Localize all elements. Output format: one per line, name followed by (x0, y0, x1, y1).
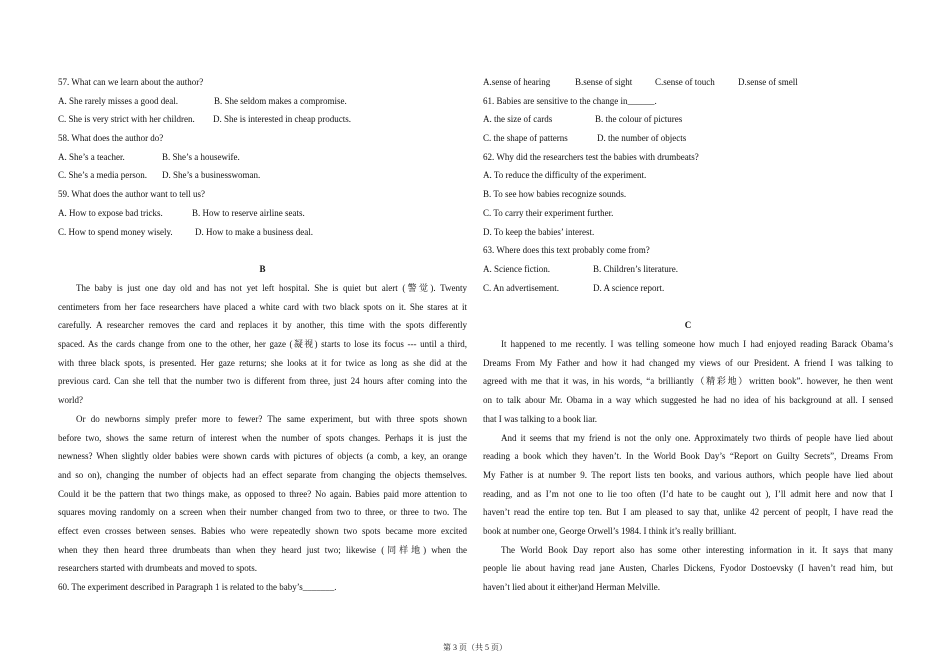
q58-option-c: C. She’s a media person. (58, 170, 147, 180)
q63-options-row-2 (483, 282, 664, 294)
q60-option-b: B.sense of sight (575, 77, 633, 87)
passage-c-line: reading, and as I’m not one to lie too often (I’d hate to be caught out ), I’ll admit here and now that I (483, 489, 893, 499)
q57-stem: 57. What can we learn about the author? (58, 77, 204, 87)
passage-b-line: with three black spots, is presented. Her gaze returns; she looks at it for twice as long as she did at the (58, 358, 467, 368)
passage-c-line: on to talk abour Mr. Obama in a way which suggested he had no idea of his background at all. I sensed (483, 395, 893, 405)
q62-stem: 62. Why did the researchers test the babies with drumbeats? (483, 152, 699, 162)
q57-option-b: B. She seldom makes a compromise. (214, 96, 347, 106)
passage-b-line: Could it be the pattern that two things make, as opposed to three? No again. Babies paid more attention to (58, 489, 467, 499)
q59-option-d: D. How to make a business deal. (195, 227, 313, 237)
passage-b-line: and so on), changing the number of objects had an effect separate from changing the objects themselves. (58, 470, 467, 480)
q59-stem: 59. What does the author want to tell us? (58, 189, 206, 199)
q57-option-a: A. She rarely misses a good deal. (58, 96, 178, 106)
q57-options-row-1 (58, 95, 347, 107)
q59-options-row-1 (58, 207, 305, 219)
q60-option-a: A.sense of hearing (483, 77, 551, 87)
q59-option-c: C. How to spend money wisely. (58, 227, 173, 237)
q63-option-c: C. An advertisement. (483, 283, 559, 293)
q58-option-a: A. She’s a teacher. (58, 152, 125, 162)
passage-c-line: haven’t read the entire top ten. But I am pleased to say that, unlike 42 percent of peoplt, I have read the (483, 507, 893, 517)
passage-c-line: book at number one, George Orwell’s 1984. I think it’s really brilliant. (483, 526, 737, 536)
passage-b-line: spaced. As the cards change from one to the other, her gaze (凝视) starts to lose its focus --- until a third, (58, 339, 467, 349)
q61-options-row-2 (483, 132, 686, 144)
section-b-title: B (259, 264, 266, 274)
passage-c-line: reading a book which they haven’t. In the World Book Day’s “Report on Guilty Secrets”, Dreams From (483, 451, 893, 461)
q58-option-b: B. She’s a housewife. (162, 152, 240, 162)
q63-stem: 63. Where does this text probably come from? (483, 245, 650, 255)
q57-option-c: C. She is very strict with her children. (58, 114, 195, 124)
q61-option-d: D. the number of objects (597, 133, 687, 143)
passage-b-line: researchers started with drumbeats and moved to spots. (58, 563, 257, 573)
q60-stem: 60. The experiment described in Paragraph 1 is related to the baby’s_______. (58, 582, 337, 592)
passage-c-line: My Father is at number 9. The report lists ten books, and various authors, which people have lied about (483, 470, 893, 480)
passage-b-line: effect even crosses between senses. Babies who were repeatedly shown two spots became more excited (58, 526, 467, 536)
q61-options-row-1 (483, 113, 682, 125)
q59-option-b: B. How to reserve airline seats. (192, 208, 305, 218)
q61-option-c: C. the shape of patterns (483, 133, 568, 143)
passage-b-line: newness? When slightly older babies were shown cards with pictures of objects (a comb, a key, an orange (58, 451, 467, 461)
section-c-title: C (684, 320, 692, 330)
passage-b-line: when they then heard three drumbeats than when they heard just two; likewise (同样地) when the (58, 545, 467, 555)
q59-option-a: A. How to expose bad tricks. (58, 208, 163, 218)
page-footer: 第 3 页（共 5 页） (443, 643, 507, 652)
q61-stem: 61. Babies are sensitive to the change in______. (483, 96, 657, 106)
passage-c-line: Dreams From My Father and how it had changed my views of our President. A friend I was talking to (483, 358, 893, 368)
q62-option-d: D. To keep the babies’ interest. (483, 227, 595, 237)
q62-option-b: B. To see how babies recognize sounds. (483, 189, 627, 199)
passage-c-line: It happened to me recently. I was telling someone how much I had enjoyed reading Barack Obama’s (501, 339, 893, 349)
passage-b-line: The baby is just one day old and has not yet left hospital. She is quiet but alert (警觉). Twenty (76, 283, 467, 293)
q62-option-c: C. To carry their experiment further. (483, 208, 614, 218)
q58-option-d: D. She’s a businesswoman. (162, 170, 261, 180)
q59-options-row-2 (58, 226, 313, 238)
passage-b-line: previous card. Can she tell that the number two is different from three, just 24 hours after coming into the (58, 376, 467, 386)
passage-c-line: haven’t lied about it either)and Herman Melville. (483, 582, 661, 592)
q62-option-a: A. To reduce the difficulty of the experiment. (483, 170, 647, 180)
q60-option-c: C.sense of touch (655, 77, 715, 87)
passage-c-line: people lie about having read jane Austen, Charles Dickens, Fyodor Dostoevsky (I haven’t read him, but (483, 563, 893, 573)
passage-b-line: before two, shows the same return of interest when the number of spots changes. Perhaps it is just the (58, 433, 467, 443)
q57-option-d: D. She is interested in cheap products. (213, 114, 351, 124)
q61-option-b: B. the colour of pictures (595, 114, 683, 124)
passage-c-line: The World Book Day report also has some other interesting information in it. It says that many (501, 545, 893, 555)
passage-c-line: that I was talking to a book liar. (483, 414, 597, 424)
q58-options-row-1 (58, 151, 240, 163)
q58-stem: 58. What does the author do? (58, 133, 164, 143)
q58-options-row-2 (58, 169, 260, 181)
q61-option-a: A. the size of cards (483, 114, 553, 124)
q63-option-d: D. A science report. (593, 283, 665, 293)
passage-b-line: squares moving randomly on a screen when their number changed from two to three, or three to two. The (58, 507, 467, 517)
passage-b-line: Or do newborns simply prefer more to fewer? The same experiment, but with three spots shown (76, 414, 467, 424)
q63-option-a: A. Science fiction. (483, 264, 550, 274)
q60-options-row (483, 76, 798, 88)
q63-option-b: B. Children’s literature. (593, 264, 678, 274)
passage-c-line: And it seems that my friend is not the only one. Approximately two thirds of people have lied about (501, 433, 893, 443)
passage-b-line: centimeters from her face researchers have placed a white card with two black spots on it. She stares at it (58, 302, 467, 312)
q57-options-row-2 (58, 113, 351, 125)
q60-option-d: D.sense of smell (738, 77, 798, 87)
passage-b-line: carefully. A researcher removes the card and replaces it by another, this time with the spots differently (58, 320, 467, 330)
passage-b-line: world? (58, 395, 83, 405)
passage-c-line: agreed with me that it was, in his words, “a brilliantly（精彩地）written book”. however, he then went (483, 376, 893, 386)
q63-options-row-1 (483, 263, 678, 275)
